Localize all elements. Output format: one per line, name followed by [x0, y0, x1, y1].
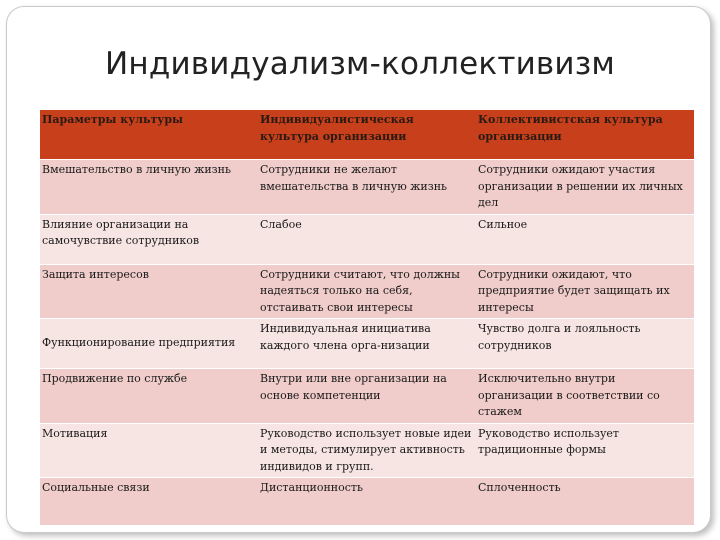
slide-title: Индивидуализм-коллективизм: [104, 46, 616, 82]
row-individualist-value: Сотрудники не желают вмешательства в личную жизнь: [258, 160, 476, 215]
table-row: [40, 160, 694, 215]
table-row: [40, 369, 694, 424]
table-row: [40, 214, 694, 264]
table-row: [40, 264, 694, 319]
row-collectivist-value: Исключительно внутри организации в соответствии со стажем: [476, 369, 694, 424]
table-row: [40, 478, 694, 526]
row-parameter: Продвижение по службе: [40, 369, 258, 424]
row-individualist-value: Индивидуальная инициатива каждого члена орга-низации: [258, 319, 476, 369]
row-collectivist-value: Чувство долга и лояльность сотрудников: [476, 319, 694, 369]
row-individualist-value: Слабое: [258, 214, 476, 264]
row-individualist-value: Дистанционность: [258, 478, 476, 526]
header-individualist: Индивидуалистическая культура организации: [258, 110, 476, 160]
row-collectivist-value: Сотрудники ожидают участия организации в решении их личных дел: [476, 160, 694, 215]
table-row: [40, 423, 694, 478]
culture-comparison-table: [40, 110, 694, 526]
row-parameter: Вмешательство в личную жизнь: [40, 160, 258, 215]
row-collectivist-value: Сильное: [476, 214, 694, 264]
table-header-row: [40, 110, 694, 160]
row-individualist-value: Сотрудники считают, что должны надеяться только на себя, отстаивать свои интересы: [258, 264, 476, 319]
row-parameter: Защита интересов: [40, 264, 258, 319]
row-individualist-value: Руководство использует новые идеи и методы, стимулирует активность индивидов и групп.: [258, 423, 476, 478]
row-parameter: Функционирование предприятия: [40, 319, 258, 369]
row-collectivist-value: Руководство использует традиционные формы: [476, 423, 694, 478]
row-collectivist-value: Сотрудники ожидают, что предприятие будет защищать их интересы: [476, 264, 694, 319]
row-parameter: Мотивация: [40, 423, 258, 478]
row-parameter: Влияние организации на самочувствие сотрудников: [40, 214, 258, 264]
row-parameter: Социальные связи: [40, 478, 258, 526]
row-collectivist-value: Сплоченность: [476, 478, 694, 526]
header-parameters: Параметры культуры: [40, 110, 258, 160]
table-row: [40, 319, 694, 369]
row-individualist-value: Внутри или вне организации на основе компетенции: [258, 369, 476, 424]
header-collectivist: Коллективистская культура организации: [476, 110, 694, 160]
